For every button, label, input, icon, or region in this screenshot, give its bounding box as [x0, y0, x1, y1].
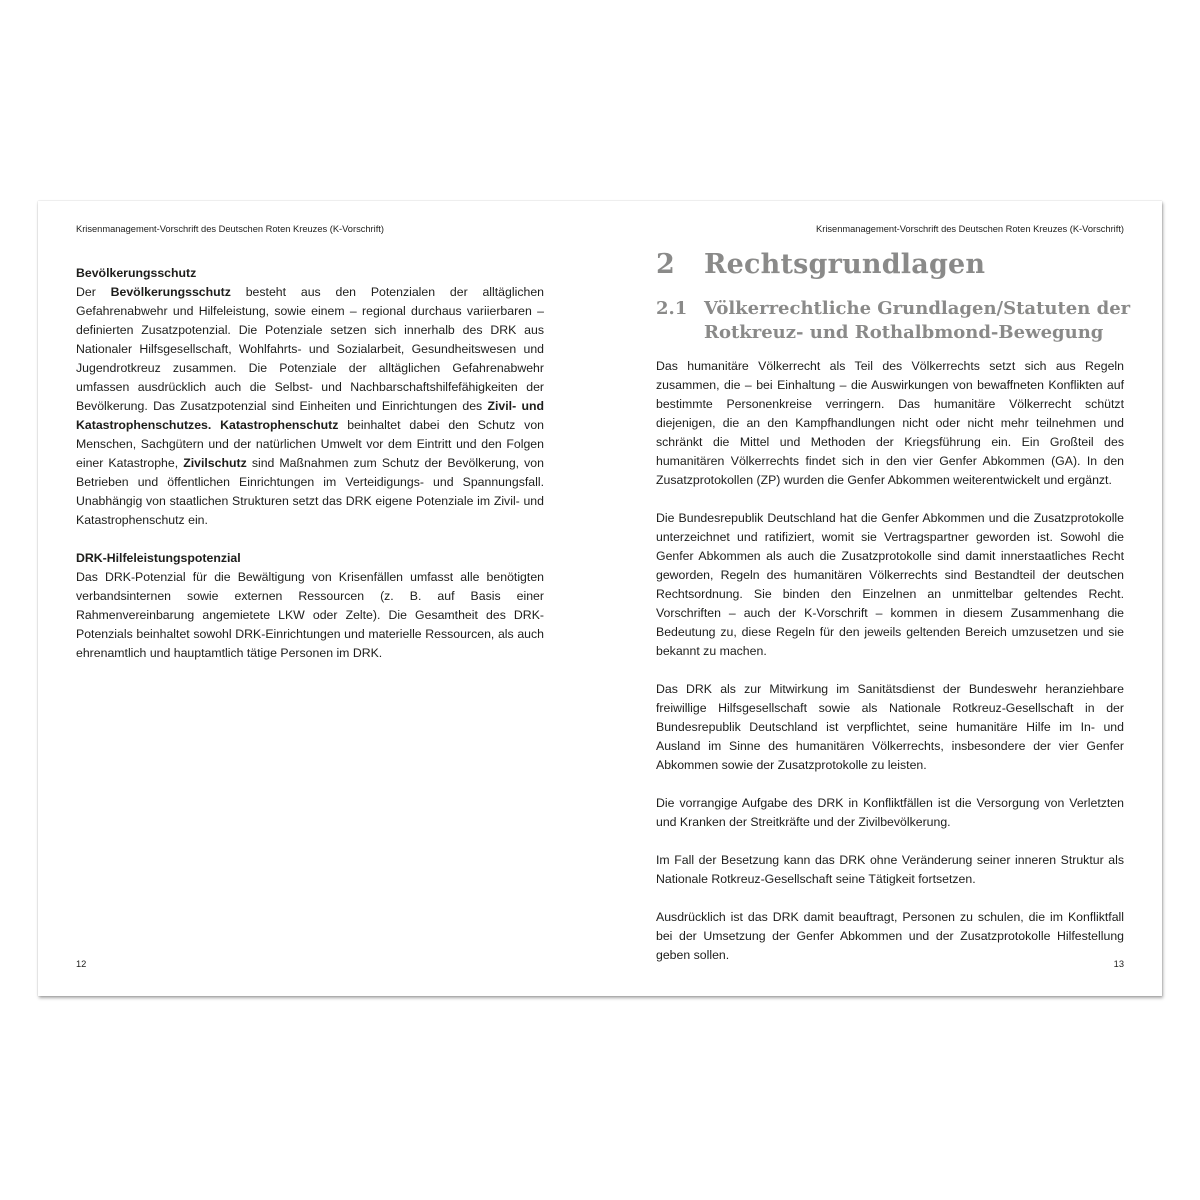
paragraph-text: Der [76, 285, 111, 299]
running-head: Krisenmanagement-Vorschrift des Deutschen Roten Kreuzes (K-Vorschrift) [816, 224, 1124, 234]
section-heading: Bevölkerungsschutz [76, 266, 197, 280]
right-page [600, 201, 1162, 996]
right-body-text [656, 357, 1124, 965]
bold-term: Zivilschutz [183, 456, 247, 470]
bold-term: Bevölkerungsschutz [110, 285, 231, 299]
paragraph: Im Fall der Besetzung kann das DRK ohne Veränderung seiner inneren Struktur als Nationale Rotkreuz-Gesellschaft seine Tätigkeit fortsetzen. [656, 853, 1124, 886]
page-number: 13 [1113, 959, 1124, 969]
section-bevoelkerungsschutz [76, 264, 544, 530]
subchapter-title-line: Völkerrechtliche Grundlagen/Statuten der [704, 298, 1131, 319]
paragraph-text: sind Maßnahmen zum Schutz der Bevölkerung, von Betrieben und öffentlichen Einrichtungen im Verteidigungs- und Spannungsfall. Unabhängig von staatlichen Strukturen setzt das DRK eigene Potenziale im Zivil- und Katastrophenschutz ein. [76, 456, 544, 527]
section-drk-hilfeleistungspotenzial [76, 549, 544, 663]
paragraph-text: Das DRK-Potenzial für die Bewältigung von Krisenfällen umfasst alle benötigten verbandsinternen sowie externen Ressourcen (z. B. auf Basis einer Rahmenvereinbarung angemietete LKW oder Zelte). Die Gesamtheit des DRK-Potenzials beinhaltet sowohl DRK-Einrichtungen und materielle Ressourcen, als auch ehrenamtlich und hauptamtlich tätige Personen im DRK. [76, 570, 544, 660]
paragraph: Die vorrangige Aufgabe des DRK in Konfliktfällen ist die Versorgung von Verletzten und Kranken der Streitkräfte und der Zivilbevölkerung. [656, 796, 1124, 829]
left-body-text [76, 264, 544, 663]
paragraph-text: besteht aus den Potenzialen der alltäglichen Gefahrenabwehr und Hilfeleistung, sowie einem – regional durchaus variierbaren – definierten Zusatzpotenzial. Die Potenziale setzen sich innerhalb des DRK aus Nationaler Hilfsgesellschaft, Wohlfahrts- und Sozialarbeit, Gesundheitswesen und Jugendrotkreuz zusammen. Die Potenziale der alltäglichen Gefahrenabwehr umfassen ausdrücklich auch die Selbst- und Nachbarschaftshilfefähigkeiten der Bevölkerung. Das Zusatzpotenzial sind Einheiten und Einrichtungen des [76, 285, 544, 413]
chapter-title-text: Rechtsgrundlagen [704, 249, 986, 280]
subchapter-title-line: Rotkreuz- und Rothalbmond-Bewegung [704, 322, 1104, 343]
chapter-title [656, 249, 985, 280]
paragraph-text: beinhaltet dabei den Schutz von Menschen, Sachgütern und der natürlichen Umwelt vor dem Eintritt und den Folgen einer Katastrophe, [76, 418, 544, 470]
paragraph-text [211, 418, 220, 432]
book-spread [38, 201, 1162, 996]
paragraph: Das humanitäre Völkerrecht als Teil des Völkerrechts setzt sich aus Regeln zusammen, die – bei Einhaltung – die Auswirkungen von bewaffneten Konflikten auf bestimmte Personenkreise verringern. Das humanitäre Völkerrecht schützt diejenigen, die an den Kampfhandlungen nicht oder nicht mehr teilnehmen und schränkt die Mittel und Methoden der Kriegsführung ein. Ein Großteil des humanitären Völkerrechts findet sich in den vier Genfer Abkommen (GA). In den Zusatzprotokollen (ZP) wurden die Genfer Abkommen weiterentwickelt und ergänzt. [656, 359, 1124, 487]
subchapter-title [656, 297, 1131, 345]
paragraph: Ausdrücklich ist das DRK damit beauftragt, Personen zu schulen, die im Konfliktfall bei der Umsetzung der Genfer Abkommen und der Zusatzprotokolle Hilfestellung geben sollen. [656, 910, 1124, 962]
paragraph: Das DRK als zur Mitwirkung im Sanitätsdienst der Bundeswehr heranziehbare freiwillige Hilfsgesellschaft sowie als Nationale Rotkreuz-Gesellschaft in der Bundesrepublik Deutschland ist verpflichtet, seine humanitäre Hilfe im In- und Ausland im Sinne des humanitären Völkerrechts, insbesondere der vier Genfer Abkommen sowie der Zusatzprotokolle zu leisten. [656, 682, 1124, 772]
running-head: Krisenmanagement-Vorschrift des Deutschen Roten Kreuzes (K-Vorschrift) [76, 224, 384, 234]
chapter-number: 2 [656, 249, 675, 280]
page-number: 12 [76, 959, 87, 969]
section-heading: DRK-Hilfeleistungspotenzial [76, 551, 241, 565]
subchapter-number: 2.1 [656, 298, 688, 319]
paragraph: Die Bundesrepublik Deutschland hat die Genfer Abkommen und die Zusatzprotokolle unterzeichnet und ratifiziert, womit sie Vertragspartner geworden ist. Sowohl die Genfer Abkommen als auch die Zusatzprotokolle sind damit innerstaatliches Recht geworden, Regeln des humanitären Völkerrechts sind Bestandteil der deutschen Rechtsordnung. Sie binden den Einzelnen an unmittelbar geltendes Recht. Vorschriften – auch der K-Vorschrift – kommen in diesem Zusammenhang die Bedeutung zu, diese Regeln für den jeweils geltenden Bereich umzusetzen und sie bekannt zu machen. [656, 511, 1124, 658]
left-page [38, 201, 600, 996]
bold-term: Zivil- und Katastrophenschutzes. [76, 399, 544, 432]
bold-term: Katastrophenschutz [220, 418, 339, 432]
